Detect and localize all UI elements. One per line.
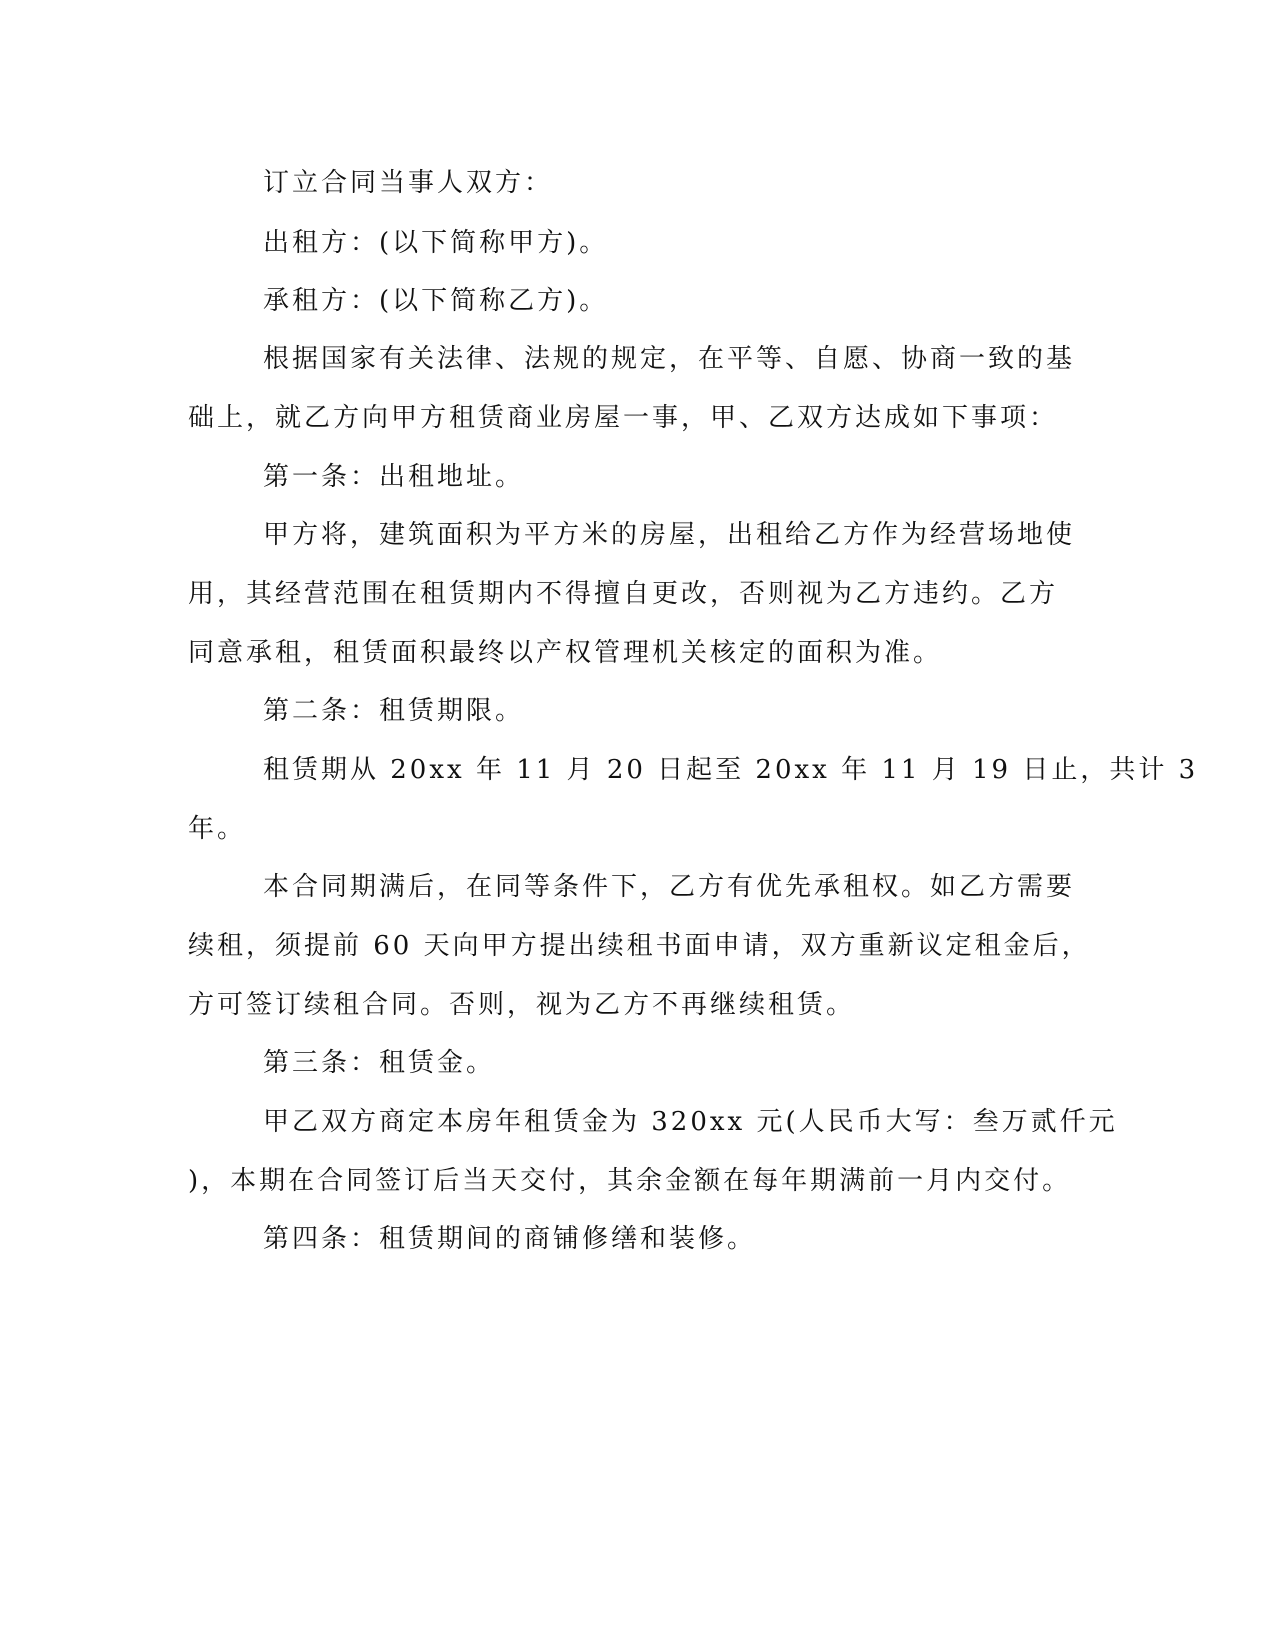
article-3-line-2: )，本期在合同签订后当天交付，其余金额在每年期满前一月内交付。 [188,1166,1072,1196]
article-4-heading: 第四条：租赁期间的商铺修缮和装修。 [263,1224,757,1254]
preamble-line-2: 础上，就乙方向甲方租赁商业房屋一事，甲、乙双方达成如下事项： [188,403,1059,433]
article-2-renewal-3: 方可签订续租合同。否则，视为乙方不再继续租赁。 [188,990,856,1020]
article-1-line-1: 甲方将，建筑面积为平方米的房屋，出租给乙方作为经营场地使 [263,520,1076,550]
lessee-line: 承租方：(以下简称乙方)。 [263,286,609,316]
article-3-line-1: 甲乙双方商定本房年租赁金为 320xx 元(人民币大写：叁万贰仟元 [263,1107,1118,1137]
article-2-line-1: 租赁期从 20xx 年 11 月 20 日起至 20xx 年 11 月 19 日止，共计 3 [263,755,1199,785]
lessor-line: 出租方：(以下简称甲方)。 [263,228,609,258]
preamble-line-1: 根据国家有关法律、法规的规定，在平等、自愿、协商一致的基 [263,344,1076,374]
article-3-heading: 第三条：租赁金。 [263,1048,496,1078]
article-2-renewal-2: 续租，须提前 60 天向甲方提出续租书面申请，双方重新议定租金后， [188,931,1091,961]
article-2-line-2: 年。 [188,814,247,844]
article-2-heading: 第二条：租赁期限。 [263,696,525,726]
article-1-heading: 第一条：出租地址。 [263,462,525,492]
article-2-renewal-1: 本合同期满后，在同等条件下，乙方有优先承租权。如乙方需要 [263,872,1076,902]
parties-heading: 订立合同当事人双方： [263,168,554,198]
article-1-line-2: 用，其经营范围在租赁期内不得擅自更改，否则视为乙方违约。乙方 [188,579,1059,609]
article-1-line-3: 同意承租，租赁面积最终以产权管理机关核定的面积为准。 [188,638,943,668]
